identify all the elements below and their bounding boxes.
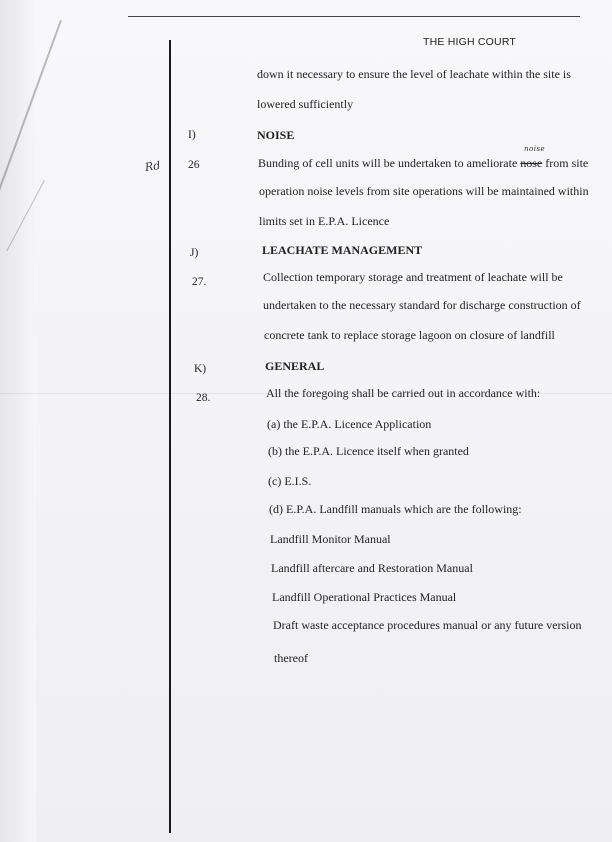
manual-item: Landfill aftercare and Restoration Manual (271, 561, 473, 575)
body-line: Collection temporary storage and treatment of leachate will be (263, 270, 563, 284)
list-item: (c) E.I.S. (268, 474, 312, 488)
section-label: I) (188, 129, 196, 141)
body-text: Bunding of cell units will be undertaken to ameliorate (258, 156, 521, 170)
body-line (258, 156, 588, 170)
body-line: down it necessary to ensure the level of leachate within the site is (257, 67, 571, 81)
page-header: THE HIGH COURT (423, 36, 517, 48)
margin-initials: Rd (144, 158, 162, 175)
list-item: (b) the E.P.A. Licence itself when granted (268, 444, 469, 458)
margin-line (169, 40, 171, 833)
section-label: K) (194, 363, 207, 375)
body-text: from site (542, 156, 589, 170)
body-line: lowered sufficiently (257, 97, 354, 111)
section-heading: GENERAL (265, 359, 325, 373)
manual-item: Draft waste acceptance procedures manual or any future version (273, 618, 582, 632)
manual-item: Landfill Monitor Manual (270, 532, 391, 546)
section-heading: LEACHATE MANAGEMENT (262, 243, 423, 257)
handwritten-correction: noise (524, 145, 546, 153)
manual-item: thereof (274, 651, 308, 665)
list-item: (a) the E.P.A. Licence Application (267, 417, 432, 431)
body-line: concrete tank to replace storage lagoon on closure of landfill (264, 328, 555, 342)
body-line: undertaken to the necessary standard for discharge construction of (263, 298, 581, 312)
page-shadow-edge (0, 0, 36, 842)
body-line: All the foregoing shall be carried out in accordance with: (266, 386, 541, 400)
struck-word: nose (520, 156, 543, 170)
body-line: operation noise levels from site operations will be maintained within (259, 184, 589, 198)
list-item: (d) E.P.A. Landfill manuals which are the following: (269, 502, 522, 516)
paragraph-number: 27. (192, 276, 207, 288)
paragraph-number: 26 (188, 159, 200, 171)
top-rule (128, 16, 580, 17)
section-label: J) (190, 247, 199, 259)
section-heading: NOISE (257, 128, 295, 142)
body-line: limits set in E.P.A. Licence (259, 214, 390, 228)
paragraph-number: 28. (196, 392, 211, 404)
manual-item: Landfill Operational Practices Manual (272, 590, 457, 604)
